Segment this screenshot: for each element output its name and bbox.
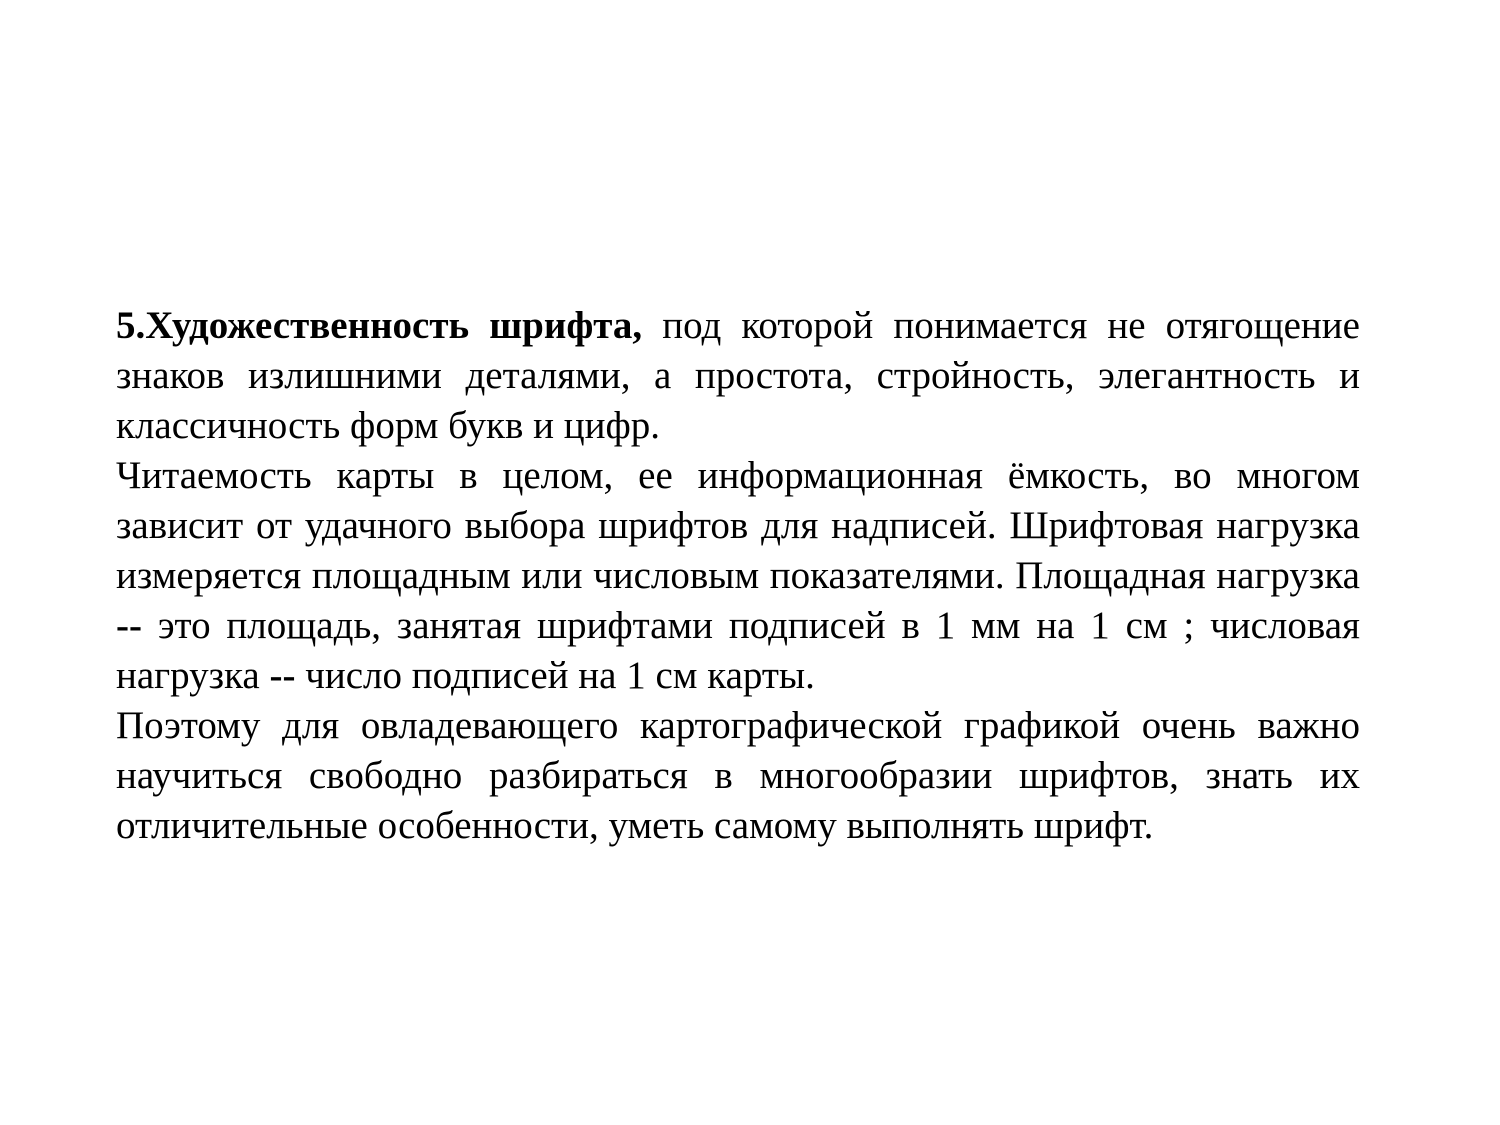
dash-2: -- <box>269 654 296 697</box>
dash-1: -- <box>116 604 142 647</box>
paragraph-readability-text-2: это площадь, занятая шрифтами подписей в 1 мм на 1 см ; числовая нагрузка <box>116 604 1360 697</box>
paragraph-readability-text-1: Читаемость карты в целом, ее информационная ёмкость, во многом зависит от удачного выбора шрифтов для надписей. Шрифтовая нагрузка измеряется площадным или числовым показателями. Площадная нагрузка <box>116 454 1360 597</box>
paragraph-conclusion: Поэтому для овладевающего картографической графикой очень важно научиться свободно разбираться в многообразии шрифтов, знать их отличительные особенности, уметь самому выполнять шрифт. <box>116 704 1360 847</box>
paragraph-readability-text-3: число подписей на 1 см карты. <box>295 654 815 697</box>
slide-body-text <box>116 301 1360 851</box>
heading-artistry: 5.Художественность шрифта, <box>116 304 643 347</box>
paragraph-readability <box>116 451 1360 701</box>
paragraph-artistry <box>116 301 1360 451</box>
paragraph-artistry-text: под которой понимается не отягощение знаков излишними деталями, а простота, стройность, элегантность и классичность форм букв и цифр. <box>116 304 1360 447</box>
